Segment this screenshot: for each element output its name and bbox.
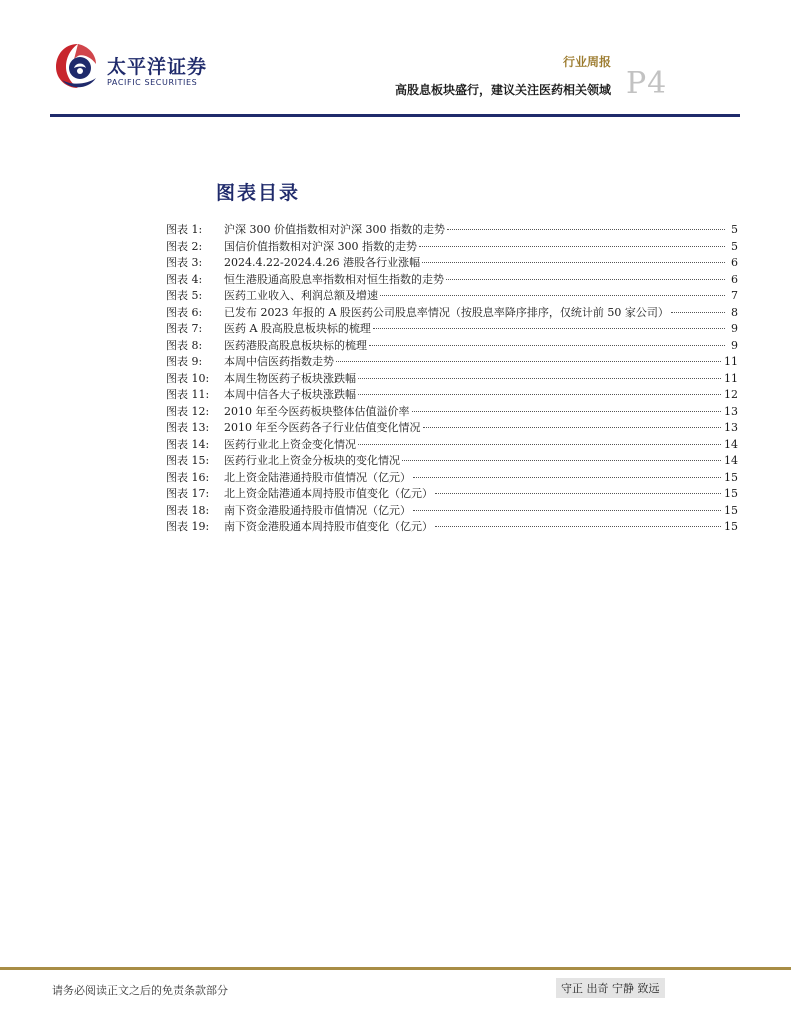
toc-entry-page: 11 — [724, 371, 738, 385]
toc-leader-dots — [447, 229, 725, 230]
toc-leader-dots — [422, 262, 725, 263]
toc-entry-title: 北上资金陆港通持股市值情况（亿元） — [224, 470, 411, 484]
toc-entry-page: 14 — [724, 454, 738, 467]
toc-entry-label: 图表 11: — [166, 388, 210, 401]
toc-leader-dots — [373, 328, 725, 329]
toc-entry-label: 图表 1: — [166, 223, 203, 236]
toc-entry-page: 5 — [731, 239, 738, 253]
toc-entry-label: 图表 13: — [166, 421, 210, 434]
toc-entry-label: 图表 2: — [166, 239, 203, 253]
brand-name-cn: 太平洋证券 — [107, 56, 208, 78]
toc-entry[interactable] — [166, 420, 738, 437]
toc-entry-page: 14 — [724, 437, 738, 451]
toc-leader-dots — [402, 460, 721, 461]
toc-heading: 图表目录 — [216, 182, 301, 204]
toc-entry-page: 7 — [731, 289, 738, 302]
toc-entry-page: 6 — [731, 272, 738, 286]
footer-motto: 守正 出奇 宁静 致远 — [556, 978, 665, 998]
toc-entry-page: 8 — [731, 305, 738, 319]
toc-entry-page: 13 — [724, 404, 738, 418]
toc-leader-dots — [423, 427, 722, 428]
toc-entry-page: 15 — [724, 503, 738, 517]
toc-entry-title: 沪深 300 价值指数相对沪深 300 指数的走势 — [224, 223, 445, 236]
report-type: 行业周报 — [562, 55, 611, 69]
toc-leader-dots — [358, 378, 721, 379]
toc-entry-page: 5 — [731, 223, 738, 236]
toc-entry[interactable] — [166, 222, 738, 239]
company-logo — [52, 38, 222, 94]
toc-entry-title: 北上资金陆港通本周持股市值变化（亿元） — [224, 487, 433, 500]
toc-entry-title: 本周生物医药子板块涨跌幅 — [224, 371, 356, 385]
page-number: P4 — [626, 66, 668, 101]
toc-entry-title: 医药行业北上资金分板块的变化情况 — [224, 454, 400, 467]
toc-entry-title: 南下资金港股通本周持股市值变化（亿元） — [224, 520, 433, 533]
toc-entry-title: 本周中信各大子板块涨跌幅 — [224, 388, 356, 401]
toc-entry-page: 6 — [731, 256, 738, 269]
toc-entry[interactable] — [166, 404, 738, 421]
toc-entry[interactable] — [166, 239, 738, 256]
toc-entry-page: 11 — [724, 355, 738, 368]
toc-entry-title: 本周中信医药指数走势 — [224, 355, 334, 368]
toc-entry[interactable] — [166, 338, 738, 355]
toc-entry-page: 15 — [724, 520, 738, 533]
toc-entry-label: 图表 9: — [166, 355, 203, 368]
toc-entry-label: 图表 12: — [166, 404, 210, 418]
toc-entry[interactable] — [166, 503, 738, 520]
toc-list — [166, 222, 738, 536]
toc-entry-title: 国信价值指数相对沪深 300 指数的走势 — [224, 239, 417, 253]
toc-leader-dots — [412, 411, 722, 412]
toc-leader-dots — [413, 510, 721, 511]
toc-entry-page: 9 — [731, 322, 738, 335]
logo-emblem-icon — [52, 40, 104, 92]
toc-leader-dots — [336, 361, 721, 362]
toc-leader-dots — [446, 279, 725, 280]
toc-entry-label: 图表 17: — [166, 487, 210, 500]
toc-entry-title: 已发布 2023 年报的 A 股医药公司股息率情况（按股息率降序排序，仅统计前 50 家公司） — [224, 305, 669, 319]
header-divider — [50, 114, 740, 117]
toc-leader-dots — [358, 394, 721, 395]
toc-entry-label: 图表 3: — [166, 256, 203, 269]
toc-leader-dots — [369, 345, 725, 346]
toc-entry-page: 13 — [724, 421, 738, 434]
toc-entry[interactable] — [166, 371, 738, 388]
toc-entry[interactable] — [166, 387, 738, 404]
toc-entry-label: 图表 18: — [166, 503, 210, 517]
toc-entry-label: 图表 4: — [166, 272, 203, 286]
toc-entry-title: 2010 年至今医药各子行业估值变化情况 — [224, 421, 421, 434]
toc-entry[interactable] — [166, 288, 738, 305]
brand-name-en: PACIFIC SECURITIES — [107, 78, 198, 87]
toc-entry-label: 图表 6: — [166, 305, 203, 319]
toc-leader-dots — [435, 493, 721, 494]
toc-entry-label: 图表 14: — [166, 437, 210, 451]
toc-entry-label: 图表 5: — [166, 289, 203, 302]
toc-entry[interactable] — [166, 321, 738, 338]
toc-entry[interactable] — [166, 305, 738, 322]
toc-leader-dots — [419, 246, 725, 247]
toc-entry-title: 恒生港股通高股息率指数相对恒生指数的走势 — [224, 272, 444, 286]
footer-disclaimer: 请务必阅读正文之后的免责条款部分 — [52, 984, 228, 997]
toc-entry-title: 医药工业收入、利润总额及增速 — [224, 289, 378, 302]
report-title: 高股息板块盛行，建议关注医药相关领域 — [394, 83, 611, 97]
toc-leader-dots — [358, 444, 721, 445]
toc-entry-label: 图表 10: — [166, 371, 210, 385]
toc-entry-label: 图表 8: — [166, 338, 203, 352]
toc-entry[interactable] — [166, 255, 738, 272]
toc-entry-page: 12 — [724, 388, 738, 401]
toc-entry[interactable] — [166, 470, 738, 487]
toc-entry-label: 图表 15: — [166, 454, 210, 467]
toc-entry-page: 15 — [724, 487, 738, 500]
toc-entry-label: 图表 19: — [166, 520, 210, 533]
toc-entry[interactable] — [166, 272, 738, 289]
toc-entry-page: 15 — [724, 470, 738, 484]
toc-leader-dots — [435, 526, 721, 527]
toc-entry-title: 2010 年至今医药板块整体估值溢价率 — [224, 404, 410, 418]
toc-entry-title: 2024.4.22-2024.4.26 港股各行业涨幅 — [224, 256, 421, 269]
footer-divider — [0, 967, 791, 970]
toc-leader-dots — [671, 312, 725, 313]
toc-entry-title: 医药行业北上资金变化情况 — [224, 437, 356, 451]
toc-leader-dots — [413, 477, 721, 478]
toc-leader-dots — [380, 295, 725, 296]
toc-entry[interactable] — [166, 354, 738, 371]
toc-entry[interactable] — [166, 519, 738, 536]
toc-entry[interactable] — [166, 437, 738, 454]
toc-entry-label: 图表 16: — [166, 470, 210, 484]
toc-entry[interactable] — [166, 486, 738, 503]
toc-entry-title: 南下资金港股通持股市值情况（亿元） — [224, 503, 411, 517]
toc-entry-label: 图表 7: — [166, 322, 203, 335]
toc-entry-title: 医药港股高股息板块标的梳理 — [224, 338, 367, 352]
toc-entry[interactable] — [166, 453, 738, 470]
toc-entry-page: 9 — [731, 338, 738, 352]
toc-entry-title: 医药 A 股高股息板块标的梳理 — [224, 322, 371, 335]
